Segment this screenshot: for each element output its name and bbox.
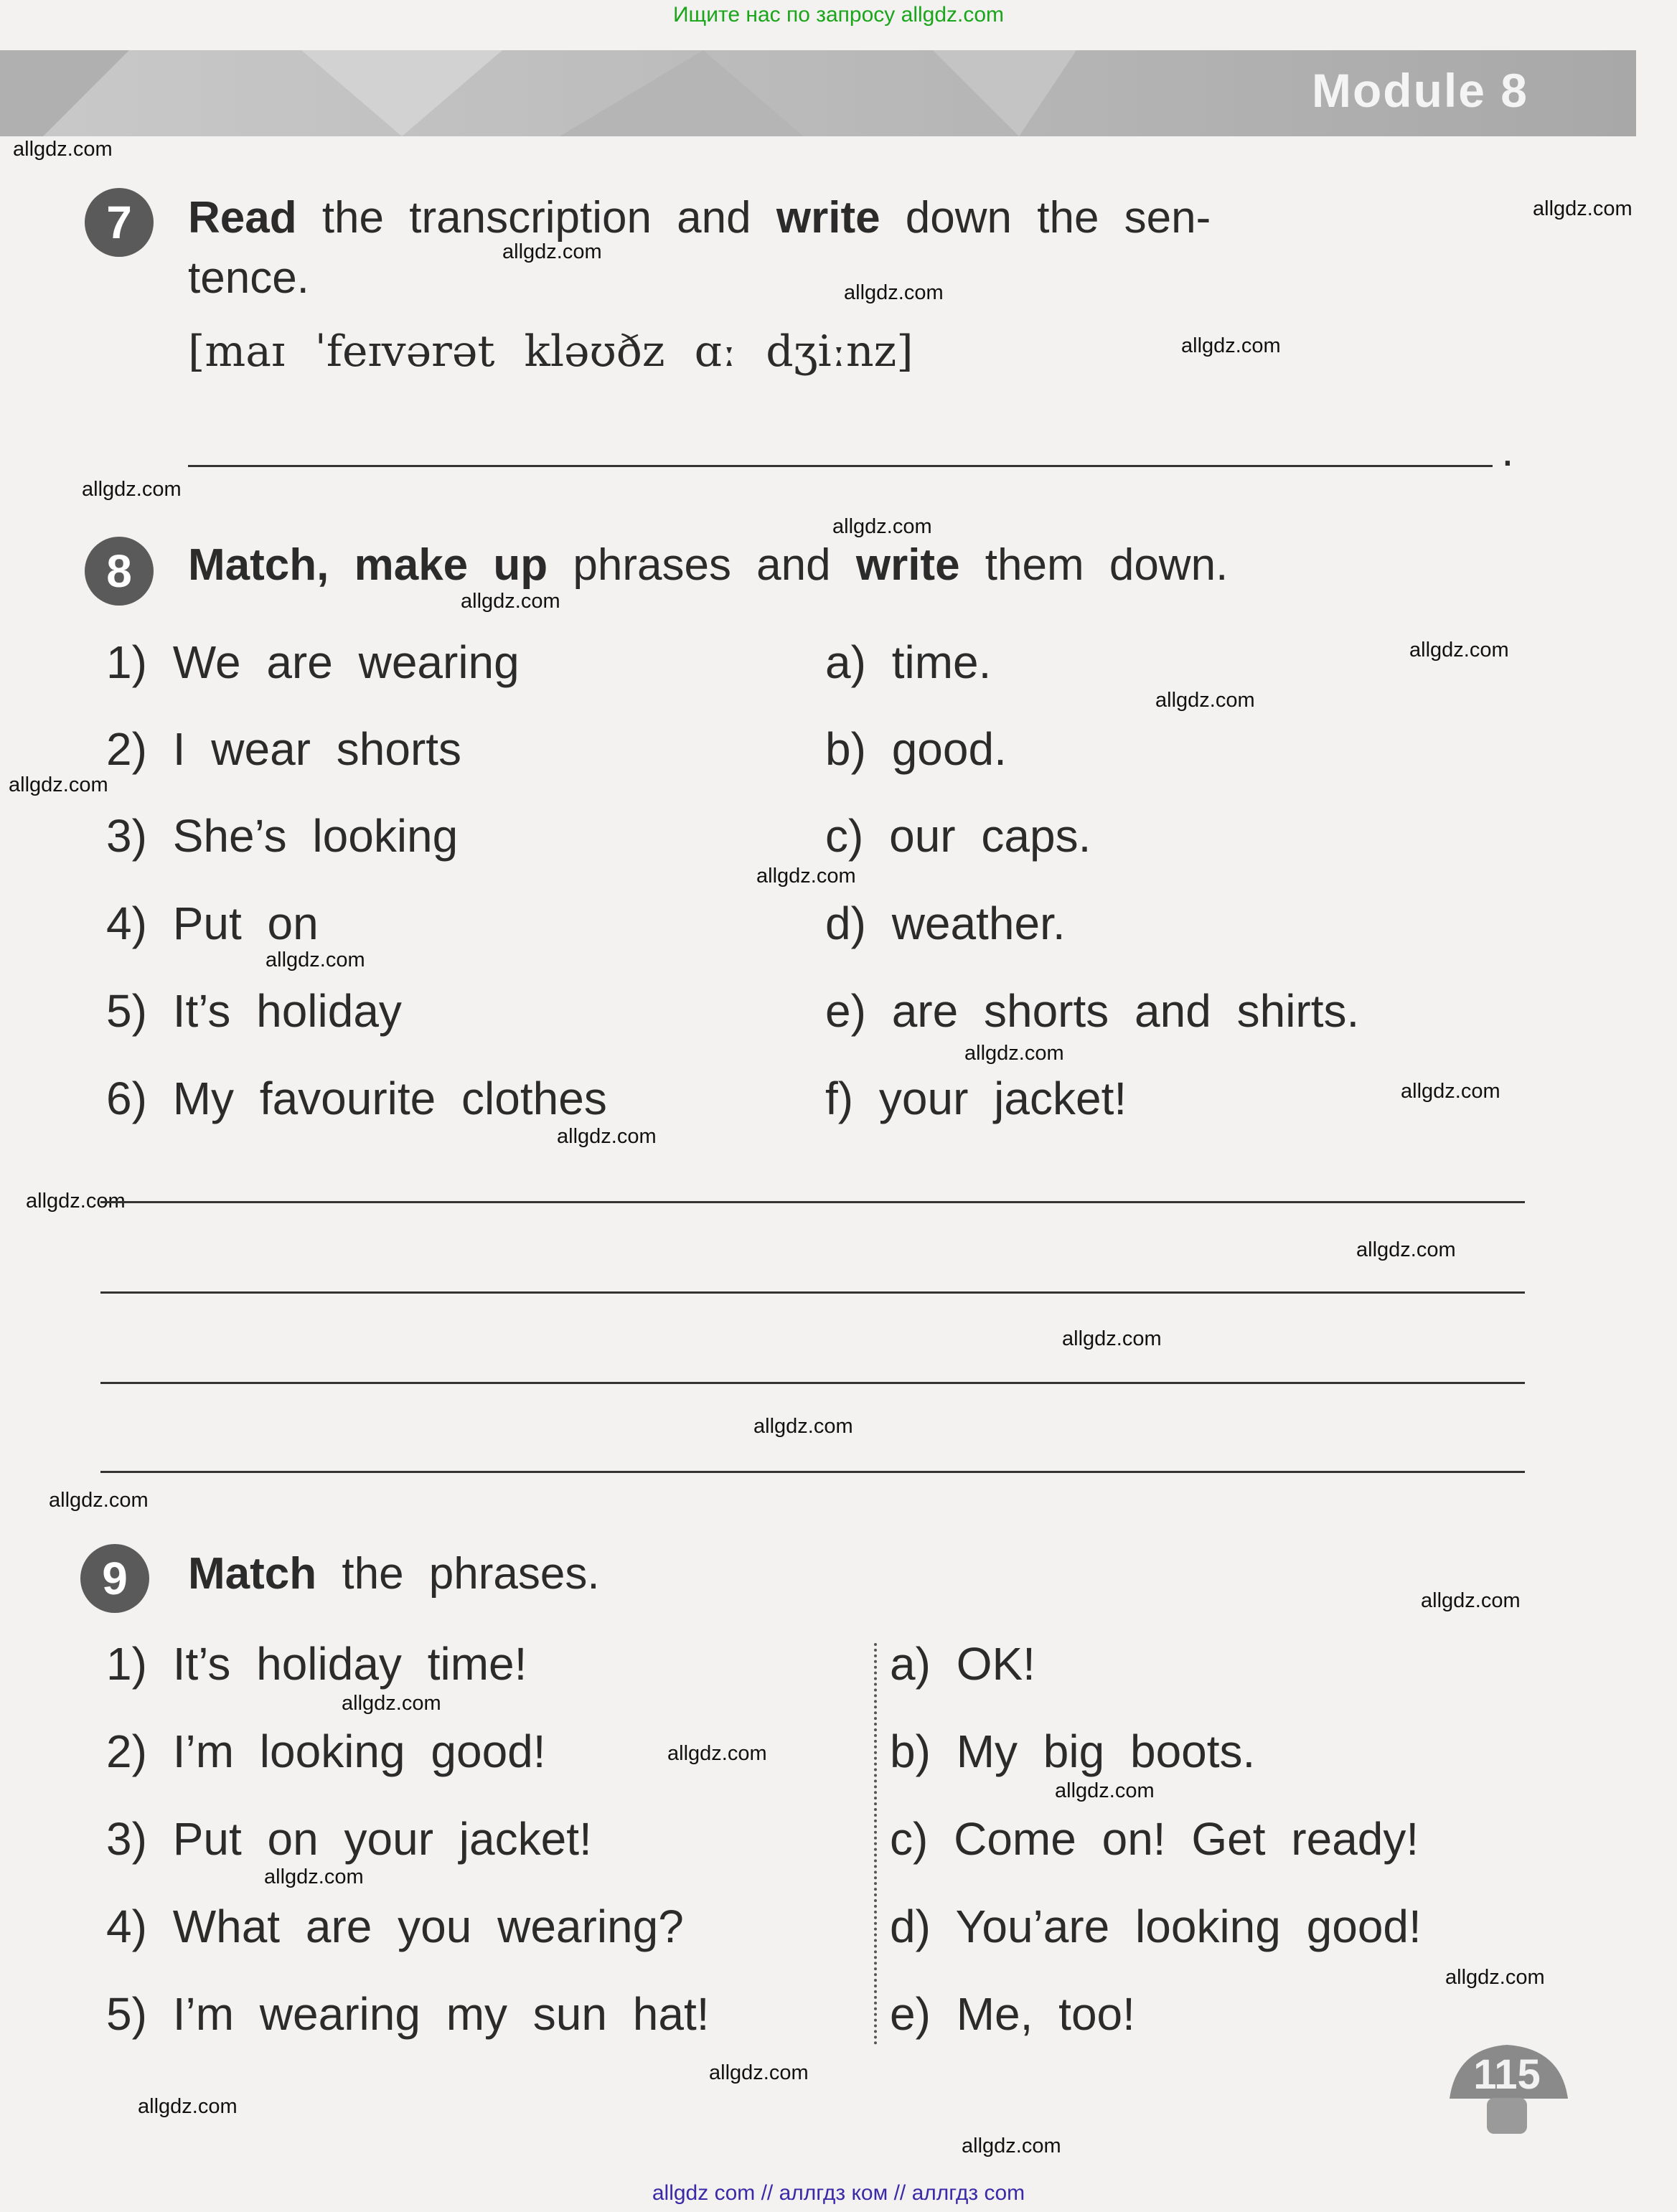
watermark: allgdz.com [964,1042,1064,1065]
watermark: allgdz.com [557,1125,657,1148]
exercise-7-instruction [188,192,1211,243]
instruction-text: them down. [959,540,1229,590]
instruction-keyword: write [855,540,960,590]
watermark: allgdz.com [1055,1779,1155,1802]
match-left-item: 2) I wear shorts [106,723,462,775]
watermark: allgdz.com [753,1415,853,1438]
watermark: allgdz.com [1401,1080,1500,1103]
module-title: Module 8 [1311,64,1528,117]
answer-line[interactable] [100,1471,1525,1473]
match-left-item: 5) It’s holiday [106,985,402,1037]
watermark: allgdz.com [502,240,602,263]
watermark: allgdz.com [1409,639,1509,662]
instruction-keyword: make up [354,540,548,590]
match-left-item: 5) I’m wearing my sun hat! [106,1988,710,2040]
watermark: allgdz.com [1421,1589,1521,1612]
match-right-item: c) our caps. [825,810,1091,862]
exercise-9-instruction [188,1548,600,1599]
match-right-item: d) weather. [825,898,1066,949]
match-right-item: e) are shorts and shirts. [825,985,1360,1037]
watermark: allgdz.com [832,515,932,538]
match-right-item: b) My big boots. [890,1726,1256,1777]
phonetic-transcription: [maɪ ˈfeɪvərət kləʊðz ɑː dʒiːnz] [188,326,913,377]
top-banner: Ищите нас по запросу allgdz.com [672,3,1005,27]
instruction-text: down the sen- [880,193,1211,243]
match-right-item: f) your jacket! [825,1073,1127,1124]
watermark: allgdz.com [844,281,944,304]
exercise-7-instruction-cont: tence. [188,253,309,303]
exercise-8-instruction [188,540,1228,590]
instruction-keyword: Read [188,193,297,243]
match-right-item: b) good. [825,723,1007,775]
match-right-item: c) Come on! Get ready! [890,1813,1419,1865]
match-right-item: a) OK! [890,1638,1035,1690]
watermark: allgdz.com [756,865,856,888]
exercise-7-number: 7 [85,188,154,257]
watermark: allgdz.com [1533,197,1633,220]
match-right-item: e) Me, too! [890,1988,1135,2040]
exercise-9-number: 9 [80,1544,149,1613]
watermark: allgdz.com [49,1489,149,1512]
watermark: allgdz.com [1155,689,1255,712]
watermark: allgdz.com [26,1190,126,1213]
watermark: allgdz.com [138,2095,238,2118]
page-number-badge [1442,2038,1572,2138]
instruction-text: the phrases. [316,1549,600,1599]
watermark: allgdz.com [13,138,113,161]
watermark: allgdz.com [342,1692,441,1715]
match-left-item: 1) It’s holiday time! [106,1638,527,1690]
page-number: 115 [1473,2051,1541,2098]
exercise-8-number: 8 [85,537,154,606]
match-left-item: 3) Put on your jacket! [106,1813,592,1865]
answer-line[interactable] [100,1201,1525,1203]
match-left-item: 1) We are wearing [106,636,520,688]
watermark: allgdz.com [82,478,182,501]
answer-line[interactable] [100,1291,1525,1294]
instruction-keyword: Match [188,1549,317,1599]
watermark: allgdz.com [962,2135,1061,2157]
instruction-text: phrases and [548,540,856,590]
watermark: allgdz.com [709,2061,809,2084]
watermark: allgdz.com [1445,1966,1545,1989]
match-left-item: 6) My favourite clothes [106,1073,607,1124]
watermark: allgdz.com [266,949,365,971]
watermark: allgdz.com [1062,1327,1162,1350]
match-right-item: a) time. [825,636,992,688]
answer-line[interactable] [188,465,1493,467]
match-left-item: 3) She’s looking [106,810,459,862]
module-header [0,50,1636,136]
match-right-item: d) You’are looking good! [890,1901,1422,1952]
match-left-item: 4) What are you wearing? [106,1901,684,1952]
answer-line[interactable] [100,1382,1525,1384]
watermark: allgdz.com [461,590,560,613]
match-left-item: 4) Put on [106,898,319,949]
column-divider [874,1643,877,2045]
bottom-banner: allgdz com // аллгдз ком // аллгдз сom [652,2181,1025,2205]
watermark: allgdz.com [1181,334,1281,357]
watermark: allgdz.com [9,773,108,796]
instruction-keyword: Match, [188,540,329,590]
watermark: allgdz.com [264,1865,364,1888]
instruction-keyword: write [776,193,880,243]
instruction-text: the transcription and [296,193,776,243]
match-left-item: 2) I’m looking good! [106,1726,546,1777]
watermark: allgdz.com [667,1742,767,1765]
watermark: allgdz.com [1356,1238,1456,1261]
answer-period: . [1501,424,1514,476]
